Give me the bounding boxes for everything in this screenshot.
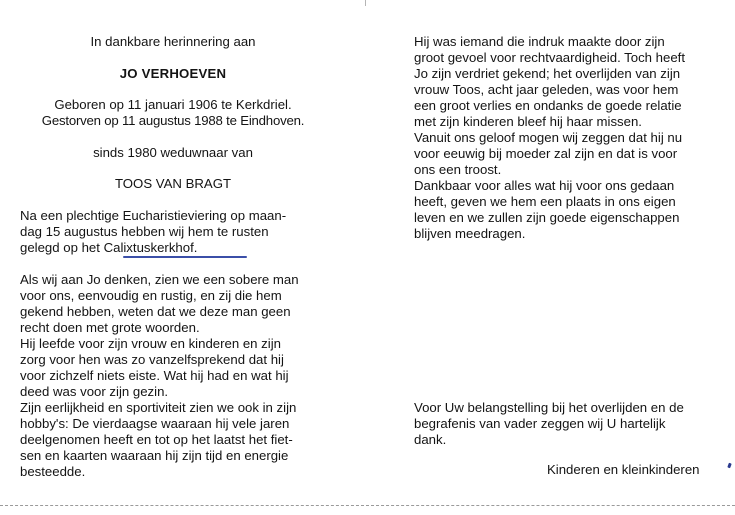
funeral-line: gelegd op het Calixtuskerkhof.	[20, 240, 198, 255]
body-line: vrouw Toos, acht jaar geleden, was voor hem	[414, 82, 679, 97]
fold-mark	[365, 0, 366, 6]
body-line: hobby's: De vierdaagse waaraan hij vele jaren	[20, 416, 290, 431]
body-line: een groot verlies en ondanks de goede relatie	[414, 98, 682, 113]
spouse-name: TOOS VAN BRAGT	[114, 176, 232, 191]
thanks-line: begrafenis van vader zeggen wij U hartelijk	[414, 416, 666, 431]
funeral-line: Na een plechtige Eucharistieviering op maan-	[20, 208, 287, 223]
death-line: Gestorven op 11 augustus 1988 te Eindhoven.	[41, 113, 305, 128]
body-line: heeft, geven we hem een plaats in ons eigen	[414, 194, 676, 209]
body-line: met zijn kinderen bleef hij haar missen.	[414, 114, 642, 129]
body-line: deed was voor zijn gezin.	[20, 384, 169, 399]
signature: Kinderen en kleinkinderen	[547, 462, 700, 477]
body-line: Hij leefde voor zijn vrouw en kinderen en zijn	[20, 336, 281, 351]
body-line: leven en we zullen zijn goede eigenschappen	[414, 210, 680, 225]
card-bottom-edge	[0, 505, 735, 506]
body-line: deelgenomen heeft en tot op het laatst het fiet-	[20, 432, 293, 447]
widower-line: sinds 1980 weduwnaar van	[93, 145, 253, 160]
thanks-line: dank.	[414, 432, 447, 447]
funeral-line: dag 15 augustus hebben wij hem te rusten	[20, 224, 269, 239]
ink-underline	[123, 256, 247, 258]
thanks-line: Voor Uw belangstelling bij het overlijden en de	[414, 400, 684, 415]
ink-dot	[727, 463, 732, 469]
intro-text: In dankbare herinnering aan	[90, 34, 256, 49]
body-line: Als wij aan Jo denken, zien we een sobere man	[20, 272, 299, 287]
body-line: ons een troost.	[414, 162, 502, 177]
body-line: zorg voor hen was zo vanzelfsprekend dat hij	[20, 352, 284, 367]
body-line: voor eeuwig bij moeder zal zijn en dat is voor	[414, 146, 678, 161]
body-line: sen en kaarten waaraan hij zijn tijd en energie	[20, 448, 289, 463]
birth-line: Geboren op 11 januari 1906 te Kerkdriel.	[54, 97, 292, 112]
body-line: Vanuit ons geloof mogen wij zeggen dat hij nu	[414, 130, 683, 145]
body-line: groot gevoel voor rechtvaardigheid. Toch heeft	[414, 50, 686, 65]
body-line: Dankbaar voor alles wat hij voor ons gedaan	[414, 178, 675, 193]
body-line: voor ons, eenvoudig en rustig, en zij die hem	[20, 288, 282, 303]
body-line: blijven meedragen.	[414, 226, 526, 241]
body-line: Zijn eerlijkheid en sportiviteit zien we ook in zijn	[20, 400, 297, 415]
body-line: voor zichzelf niets eiste. Wat hij had en wat hij	[20, 368, 289, 383]
body-line: Hij was iemand die indruk maakte door zijn	[414, 34, 665, 49]
deceased-name: JO VERHOEVEN	[119, 66, 227, 81]
body-line: recht doen met grote woorden.	[20, 320, 200, 335]
body-line: gekend hebben, weten dat we deze man geen	[20, 304, 291, 319]
body-line: Jo zijn verdriet gekend; het overlijden van zijn	[414, 66, 681, 81]
body-line: besteedde.	[20, 464, 86, 479]
